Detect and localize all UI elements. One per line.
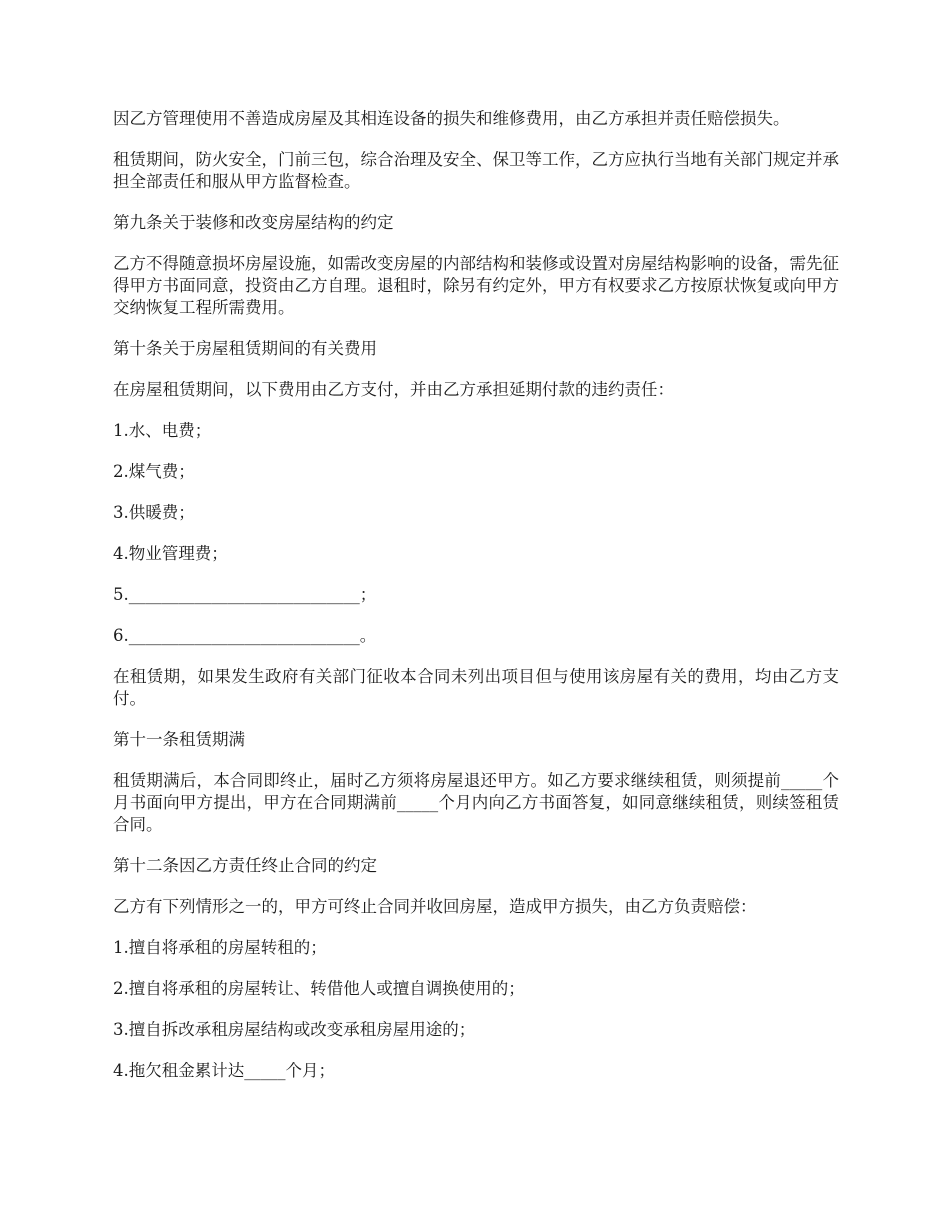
heading-article-10: 第十条关于房屋租赁期间的有关费用 bbox=[113, 339, 377, 358]
paragraph-government-fees: 在租赁期，如果发生政府有关部门征收本合同未列出项目但与使用该房屋有关的费用，均由乙方支付。 bbox=[113, 667, 839, 708]
paragraph-fire-safety: 租赁期间，防火安全，门前三包，综合治理及安全、保卫等工作，乙方应执行当地有关部门规定并承担全部责任和服从甲方监督检查。 bbox=[113, 150, 839, 191]
paragraph-lease-expiry: 租赁期满后，本合同即终止，届时乙方须将房屋退还甲方。如乙方要求继续租赁，则须提前_____个月书面向甲方提出，甲方在合同期满前_____个月内向乙方书面答复，如同意继续租赁，则续签租赁合同。 bbox=[113, 771, 839, 834]
list-item-fee-3: 3.供暖费； bbox=[113, 503, 195, 522]
paragraph-renovation: 乙方不得随意损坏房屋设施，如需改变房屋的内部结构和装修或设置对房屋结构影响的设备，需先征得甲方书面同意，投资由乙方自理。退租时，除另有约定外，甲方有权要求乙方按原状恢复或向甲方交纳恢复工程所需费用。 bbox=[113, 254, 839, 317]
paragraph-damage-liability: 因乙方管理使用不善造成房屋及其相连设备的损失和维修费用，由乙方承担并责任赔偿损失。 bbox=[113, 109, 790, 128]
list-item-termination-3: 3.擅自拆改承租房屋结构或改变承租房屋用途的； bbox=[113, 1020, 476, 1039]
heading-article-9: 第九条关于装修和改变房屋结构的约定 bbox=[113, 213, 394, 232]
heading-article-11: 第十一条租赁期满 bbox=[113, 730, 245, 749]
list-item-fee-4: 4.物业管理费； bbox=[113, 544, 228, 563]
list-item-termination-4: 4.拖欠租金累计达_____个月； bbox=[113, 1061, 335, 1080]
list-item-fee-2: 2.煤气费； bbox=[113, 462, 195, 481]
paragraph-termination-intro: 乙方有下列情形之一的，甲方可终止合同并收回房屋，造成甲方损失，由乙方负责赔偿： bbox=[113, 897, 757, 916]
list-item-termination-2: 2.擅自将承租的房屋转让、转借他人或擅自调换使用的； bbox=[113, 979, 525, 998]
document-page bbox=[113, 108, 839, 1101]
list-item-termination-1: 1.擅自将承租的房屋转租的； bbox=[113, 938, 327, 957]
paragraph-fees-intro: 在房屋租赁期间，以下费用由乙方支付，并由乙方承担延期付款的违约责任： bbox=[113, 380, 674, 399]
list-item-fee-6: 6.____________________________。 bbox=[113, 626, 377, 645]
list-item-fee-5: 5.____________________________； bbox=[113, 585, 377, 604]
heading-article-12: 第十二条因乙方责任终止合同的约定 bbox=[113, 856, 377, 875]
list-item-fee-1: 1.水、电费； bbox=[113, 421, 212, 440]
